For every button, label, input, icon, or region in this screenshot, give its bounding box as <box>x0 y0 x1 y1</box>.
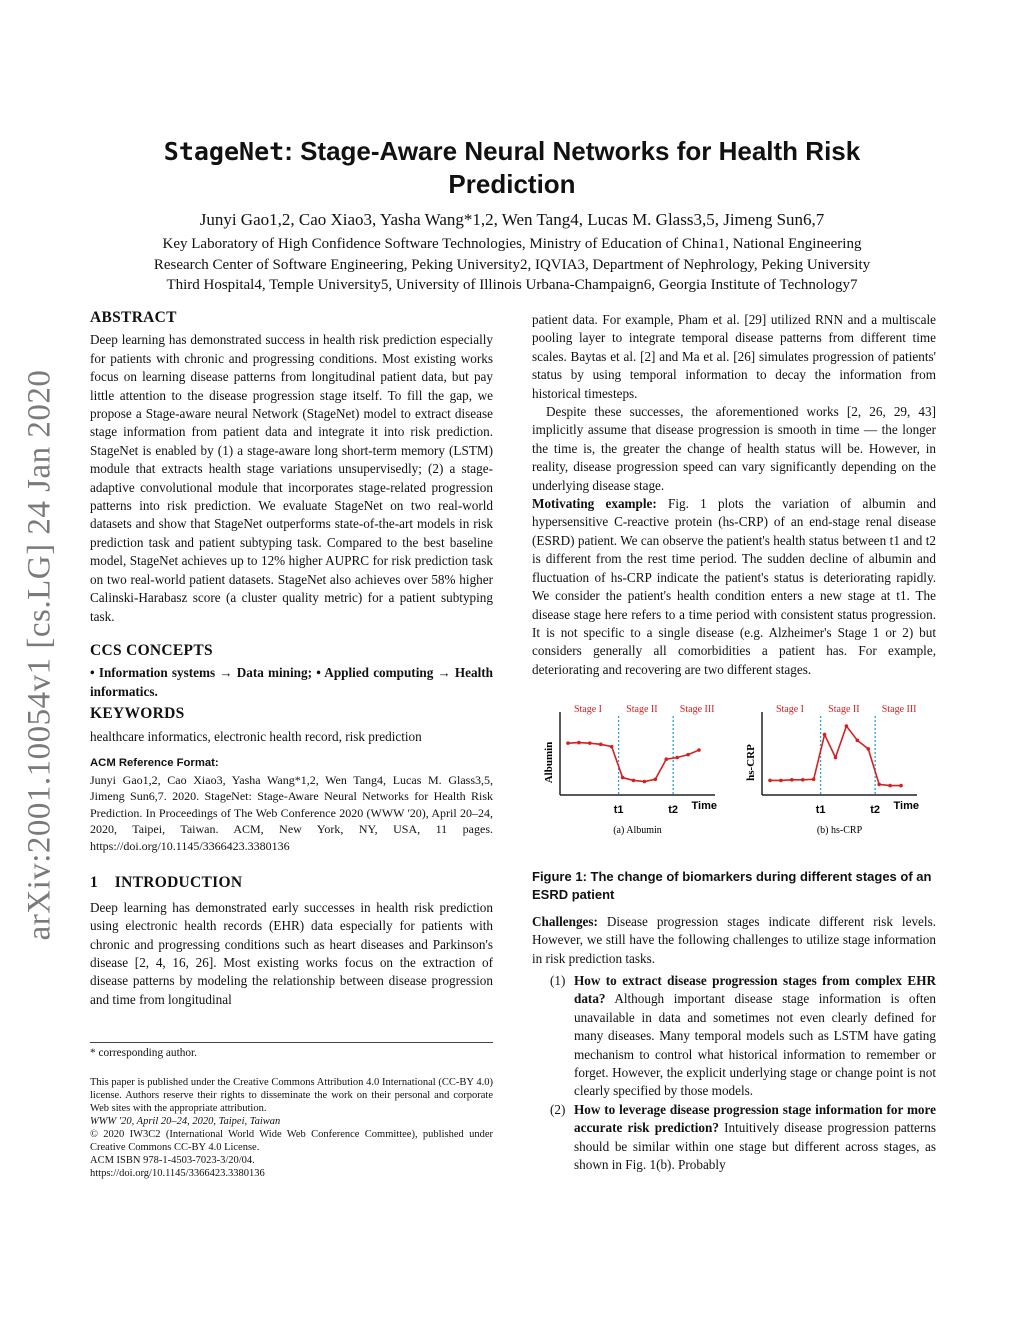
data-point <box>599 743 603 747</box>
license-line: ACM ISBN 978-1-4503-7023-3/20/04. <box>90 1155 255 1166</box>
paragraph <box>532 495 936 679</box>
right-column-top <box>532 311 936 679</box>
item-bold: How to leverage disease progression stage information for more accurate risk prediction? <box>574 1101 936 1136</box>
affiliations <box>90 234 934 296</box>
paragraph <box>532 913 936 968</box>
author-list: Junyi Gao1,2, Cao Xiao3, Yasha Wang*1,2, Wen Tang4, Lucas M. Glass3,5, Jimeng Sun6,7 <box>199 210 825 229</box>
data-point <box>856 739 860 743</box>
affiliation-line: Key Laboratory of High Confidence Software Technologies, Ministry of Education of China1, National Engineering <box>162 236 862 252</box>
change-point-label: t1 <box>613 804 624 816</box>
license-block <box>90 1076 493 1180</box>
data-point <box>768 779 772 783</box>
item-number: (2) <box>550 1101 566 1117</box>
item-text: Intuitively disease progression patterns should be similar within one stage but different across stages, as shown in Fig. 1(b). Probably <box>574 1120 936 1173</box>
license-line: https://doi.org/10.1145/3366423.3380136 <box>90 1168 265 1179</box>
license-line: WWW '20, April 20–24, 2020, Taipei, Taiwan <box>90 1116 281 1127</box>
right-column-bottom <box>532 868 936 1175</box>
paper-title <box>130 135 894 201</box>
acm-ref-heading: ACM Reference Format: <box>90 756 219 769</box>
item-number: (1) <box>550 973 566 989</box>
data-point <box>790 778 794 782</box>
acm-ref-text: Junyi Gao1,2, Cao Xiao3, Yasha Wang*1,2, Wen Tang4, Lucas M. Glass3,5, Jimeng Sun6,7. 2020. StageNet: Stage-Aware Neural Networks for Health Risk Prediction. In Proceedings of The Web Conference 2020 (WWW '20), April 20–24, 2020, Taipei, Taiwan. ACM, New York, NY, USA, 11 pages. https://doi.org/10.1145/3366423.3380136 <box>90 772 493 853</box>
stage-label: Stage I <box>573 704 603 715</box>
data-point <box>664 757 668 761</box>
data-point <box>643 780 647 784</box>
left-column <box>90 309 493 1009</box>
subfigure-caption: (a) Albumin <box>613 825 662 836</box>
subfigure-caption: (b) hs-CRP <box>816 825 863 836</box>
license-line: This paper is published under the Creative Commons Attribution 4.0 International (CC-BY 4.0) license. Authors reserve their rights to disseminate the work on their personal and corporate Web sites with the appropriate attribution. <box>90 1077 493 1114</box>
title-line2: Prediction <box>448 169 576 199</box>
motivating-label: Motivating example: <box>532 496 657 512</box>
data-point <box>632 779 636 783</box>
ccs-text: • Information systems → Data mining; • Applied computing → Health informatics. <box>90 665 493 699</box>
data-point <box>877 783 881 787</box>
stage-label: Stage I <box>775 704 805 715</box>
figure-caption: Figure 1: The change of biomarkers during different stages of an ESRD patient <box>532 869 932 903</box>
data-point <box>866 747 870 751</box>
affiliation-line: Research Center of Software Engineering, Peking University2, IQVIA3, Department of Nephrology, Peking University <box>153 256 871 273</box>
data-point <box>823 733 827 737</box>
data-point <box>686 753 690 757</box>
abstract-heading: ABSTRACT <box>90 309 177 326</box>
challenges-label: Challenges: <box>532 913 598 929</box>
keywords-heading: KEYWORDS <box>90 705 185 723</box>
stage-label: Stage III <box>881 704 917 715</box>
list-item <box>532 972 936 1101</box>
data-point <box>779 779 783 783</box>
motivating-text: Fig. 1 plots the variation of albumin and hypersensitive C-reactive protein (hs-CRP) of an end-stage renal disease (ESRD) patient. We can observe the patient's health status between t1 and t2 is different from the rest time period. The sudden decline of albumin and fluctuation of hs-CRP indicate the patient's status is deteriorating rapidly. We consider the patient's health condition enters a new stage at t1. The disease stage here refers to a time period with consistent status progression. It is not specific to a single disease (e.g. Alzheimer's Stage 1 or 2) but considers generally all comorbidities a patient has. For example, deteriorating and recovering are two different stages. <box>532 496 937 677</box>
data-point <box>845 724 849 728</box>
license-line: © 2020 IW3C2 (International World Wide Web Conference Committee), published under Creative Commons CC-BY 4.0 License. <box>90 1129 493 1153</box>
figure-1 <box>532 700 936 860</box>
list-item <box>532 1101 936 1175</box>
data-point <box>621 776 625 780</box>
stage-label: Stage II <box>626 704 658 715</box>
data-point <box>888 784 892 788</box>
data-point <box>588 741 592 745</box>
y-axis-label: hs-CRP <box>745 744 757 781</box>
abstract-text: Deep learning has demonstrated success in health risk prediction especially for patients with chronic and progressing conditions. Most existing works focus on learning disease patterns from longitudinal patient data, but pay little attention to the disease progression stage itself. To fill the gap, we propose a Stage-aware neural Network (StageNet) model to extract disease stage information from patient data and integrate it into risk prediction. StageNet is enabled by (1) a stage-aware long short-term memory (LSTM) module that extracts health stage variations unsupervisedly; (2) a stage-adaptive convolutional module that incorporates stage-related progression patterns into risk prediction. We evaluate StageNet on two real-world datasets and show that StageNet outperforms state-of-the-art models in risk prediction task and patient subtyping task. Compared to the best baseline model, StageNet achieves up to 12% higher AUPRC for risk prediction task on two real-world patient datasets. StageNet also achieves over 58% higher Calinski-Harabasz score (a cluster quality metric) for a patient subtyping task. <box>90 332 493 624</box>
paragraph: Despite these successes, the aforementioned works [2, 26, 29, 43] implicitly assume that disease progression is smooth in time — the longer the time is, the greater the change of health status will be. However, in reality, disease progression speed can vary significantly depending on the underlying disease stage. <box>532 404 936 493</box>
ccs-heading: CCS CONCEPTS <box>90 641 213 659</box>
data-point <box>697 748 701 752</box>
data-point <box>801 778 805 782</box>
intro-text: Deep learning has demonstrated early successes in health risk prediction using electronic health records (EHR) data especially for patients with chronic and progressing conditions such as heart diseases and Parkinson's disease [2, 4, 16, 26]. Most existing works focus on the extraction of disease patterns by modeling the relationship between disease progression and time from longitudinal <box>90 899 493 1007</box>
data-point <box>577 741 581 745</box>
y-axis-label: Albumin <box>543 741 555 784</box>
data-point <box>654 777 658 781</box>
x-axis-label: Time <box>893 800 919 812</box>
change-point-label: t2 <box>870 804 881 816</box>
arxiv-stamp: arXiv:2001.10054v1 [cs.LG] 24 Jan 2020 <box>21 369 58 941</box>
stage-label: Stage II <box>828 704 860 715</box>
paragraph: patient data. For example, Pham et al. [29] utilized RNN and a multiscale pooling layer to integrate temporal disease patterns from different time scales. Baytas et al. [2] and Ma et al. [26] simulates progression of patients' status by using temporal information to decay the information from historical timesteps. <box>532 312 936 401</box>
data-point <box>675 756 679 760</box>
item-bold: How to extract disease progression stages from complex EHR data? <box>574 973 936 1007</box>
title-rest: : Stage-Aware Neural Networks for Health Risk <box>284 136 861 166</box>
data-point <box>812 777 816 781</box>
data-point <box>566 741 570 745</box>
challenges-text: Disease progression stages indicate different risk levels. However, we still have the following challenges to utilize stage information in risk prediction tasks. <box>532 913 936 966</box>
data-point <box>899 784 903 788</box>
stage-label: Stage III <box>679 704 715 715</box>
data-point <box>834 756 838 760</box>
x-axis-label: Time <box>691 800 717 812</box>
title-model-name: StageNet <box>163 137 285 166</box>
series-line <box>568 743 699 782</box>
challenges-list <box>532 972 936 1174</box>
affiliation-line: Third Hospital4, Temple University5, University of Illinois Urbana-Champaign6, Georgia Institute of Technology7 <box>166 277 858 293</box>
keywords-text: healthcare informatics, electronic health record, risk prediction <box>90 728 422 744</box>
change-point-label: t1 <box>815 804 826 816</box>
footnote-rule <box>90 1042 493 1043</box>
footnote: * corresponding author. <box>90 1047 197 1059</box>
change-point-label: t2 <box>668 804 679 816</box>
figure-1-svg <box>532 700 936 850</box>
intro-heading: 1 INTRODUCTION <box>90 874 243 892</box>
data-point <box>610 745 614 749</box>
item-text: Although important disease stage information is often unavailable in data and sometimes not even clearly defined for many diseases. Many temporal models such as LSTM have gating mechanism to control what historical information to remember or forget. However, the explicit underlying stage or change point is not clearly specified by those models. <box>574 991 936 1099</box>
